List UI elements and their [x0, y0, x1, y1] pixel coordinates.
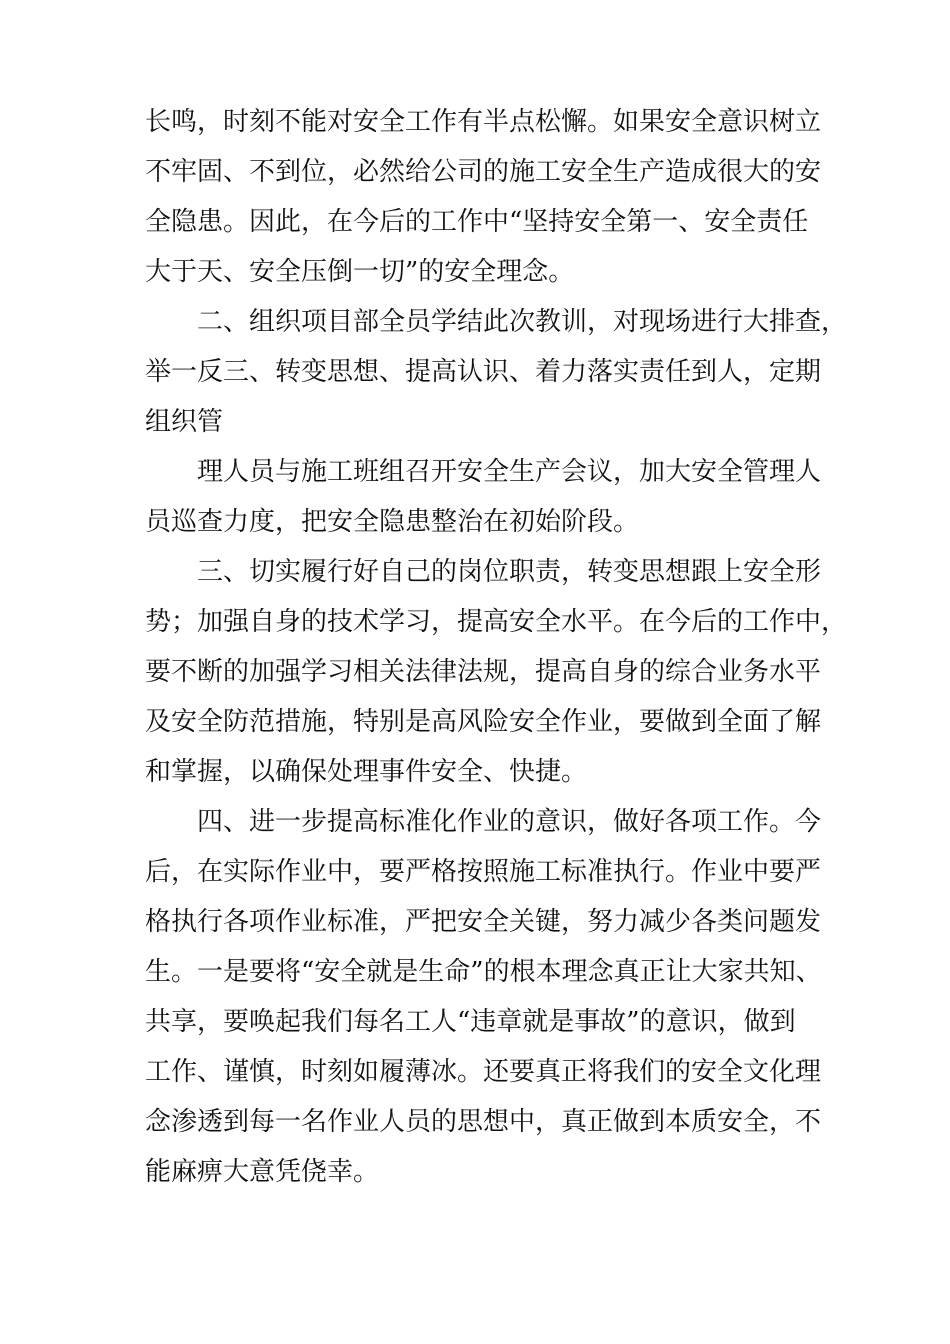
- text-line: 要不断的加强学习相关法律法规，提高自身的综合业务水平: [145, 657, 822, 687]
- text-line: 四、进一步提高标准化作业的意识，做好各项工作。今: [197, 807, 822, 837]
- text-line: 组织管: [145, 407, 224, 437]
- text-line: 后，在实际作业中，要严格按照施工标准执行。作业中要严: [145, 857, 822, 887]
- paragraph-point-4: [145, 797, 822, 1197]
- text-line: 生。一是要将“安全就是生命”的根本理念真正让大家共知、: [145, 957, 822, 987]
- text-line: 共享，要唤起我们每名工人“违章就是事故”的意识，做到: [145, 1007, 796, 1037]
- paragraph-point-3: [145, 547, 848, 797]
- text-line: 二、组织项目部全员学结此次教训，对现场进行大排查，: [197, 307, 848, 337]
- text-line: 及安全防范措施，特别是高风险安全作业，要做到全面了解: [145, 707, 822, 737]
- paragraph-point-2: [145, 297, 848, 447]
- text-line: 和掌握，以确保处理事件安全、快捷。: [145, 757, 588, 787]
- text-line: 大于天、安全压倒一切”的安全理念。: [145, 257, 575, 287]
- text-line: 念渗透到每一名作业人员的思想中，真正做到本质安全，不: [145, 1107, 822, 1137]
- text-line: 员巡查力度，把安全隐患整治在初始阶段。: [145, 507, 640, 537]
- text-line: 举一反三、转变思想、提高认识、着力落实责任到人，定期: [145, 357, 822, 387]
- text-line: 不牢固、不到位，必然给公司的施工安全生产造成很大的安: [145, 157, 822, 187]
- text-line: 格执行各项作业标准，严把安全关键，努力减少各类问题发: [145, 907, 822, 937]
- text-line: 长鸣，时刻不能对安全工作有半点松懈。如果安全意识树立: [145, 107, 822, 137]
- text-line: 工作、谨慎，时刻如履薄冰。还要真正将我们的安全文化理: [145, 1057, 822, 1087]
- text-line: 全隐患。因此，在今后的工作中“坚持安全第一、安全责任: [145, 207, 809, 237]
- paragraph-point-2-continued: [145, 447, 822, 547]
- paragraph-intro-continued: [145, 97, 822, 297]
- text-line: 三、切实履行好自己的岗位职责，转变思想跟上安全形: [197, 557, 822, 587]
- text-line: 理人员与施工班组召开安全生产会议，加大安全管理人: [197, 457, 822, 487]
- text-line: 能麻痹大意凭侥幸。: [145, 1157, 380, 1187]
- document-page: [145, 97, 848, 1197]
- text-line: 势；加强自身的技术学习，提高安全水平。在今后的工作中，: [145, 607, 848, 637]
